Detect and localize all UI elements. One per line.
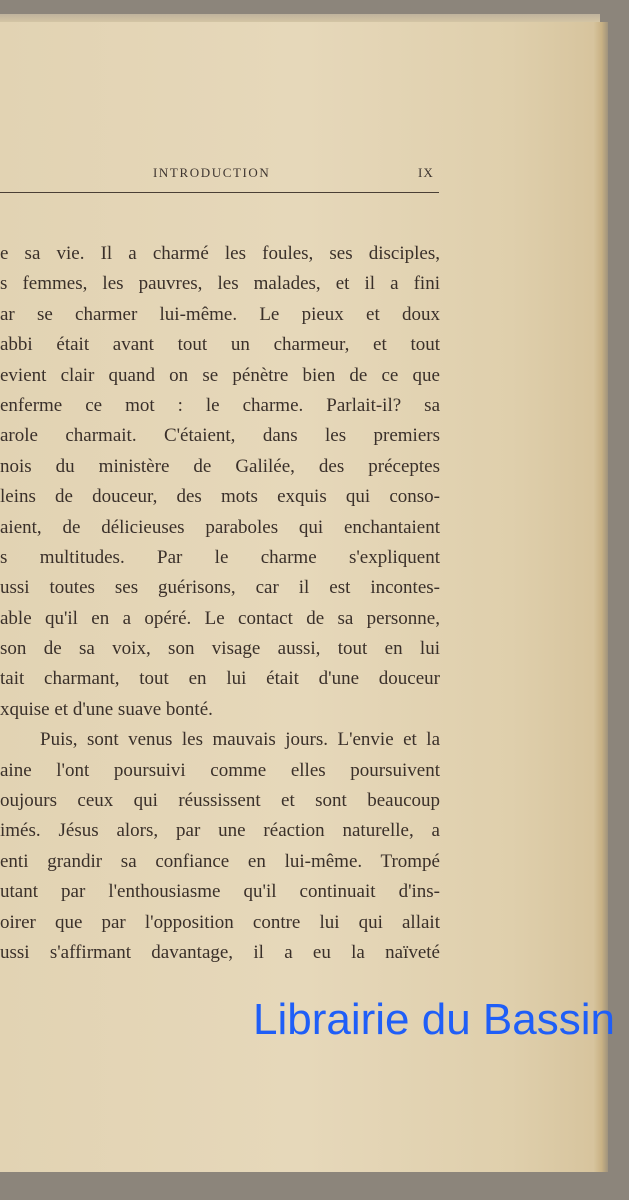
text-line: s multitudes. Par le charme s'expliquent [0,546,440,568]
text-line-paragraph-end: xquise et d'une suave bonté. [0,698,213,720]
watermark: Librairie du Bassin [253,995,615,1044]
text-line: ussi s'affirmant davantage, il a eu la naïveté [0,941,440,963]
text-line: e sa vie. Il a charmé les foules, ses disciples, [0,243,440,264]
text-line: oujours ceux qui réussissent et sont beaucoup [0,790,440,812]
page-number: IX [418,165,434,180]
text-line: ussi toutes ses guérisons, car il est incontes- [0,577,440,599]
body-text [0,239,440,968]
text-line: abbi était avant tout un charmeur, et tout [0,334,440,356]
text-line: enti grandir sa confiance en lui-même. Trompé [0,850,440,872]
text-line: ar se charmer lui-même. Le pieux et doux [0,303,440,325]
text-line: arole charmait. C'étaient, dans les premiers [0,425,440,447]
text-line: utant par l'enthousiasme qu'il continuait d'ins- [0,881,440,903]
text-line: tait charmant, tout en lui était d'une douceur [0,668,440,690]
header-title: INTRODUCTION [153,165,271,180]
text-line: imés. Jésus alors, par une réaction naturelle, a [0,820,440,842]
text-line: son de sa voix, son visage aussi, tout en lui [0,638,440,660]
text-line: able qu'il en a opéré. Le contact de sa personne, [0,607,440,629]
text-line: oirer que par l'opposition contre lui qui allait [0,911,440,933]
text-line: leins de douceur, des mots exquis qui conso- [0,486,440,508]
text-line: aient, de délicieuses paraboles qui enchantaient [0,516,440,538]
running-header [0,162,439,193]
text-line: aine l'ont poursuivi comme elles poursuivent [0,759,440,781]
text-line: nois du ministère de Galilée, des préceptes [0,455,440,477]
text-line: s femmes, les pauvres, les malades, et il a fini [0,273,440,295]
text-line-paragraph-start: Puis, sont venus les mauvais jours. L'envie et la [40,729,440,751]
text-line: evient clair quand on se pénètre bien de ce que [0,364,440,386]
text-line: enferme ce mot : le charme. Parlait-il? sa [0,394,440,416]
